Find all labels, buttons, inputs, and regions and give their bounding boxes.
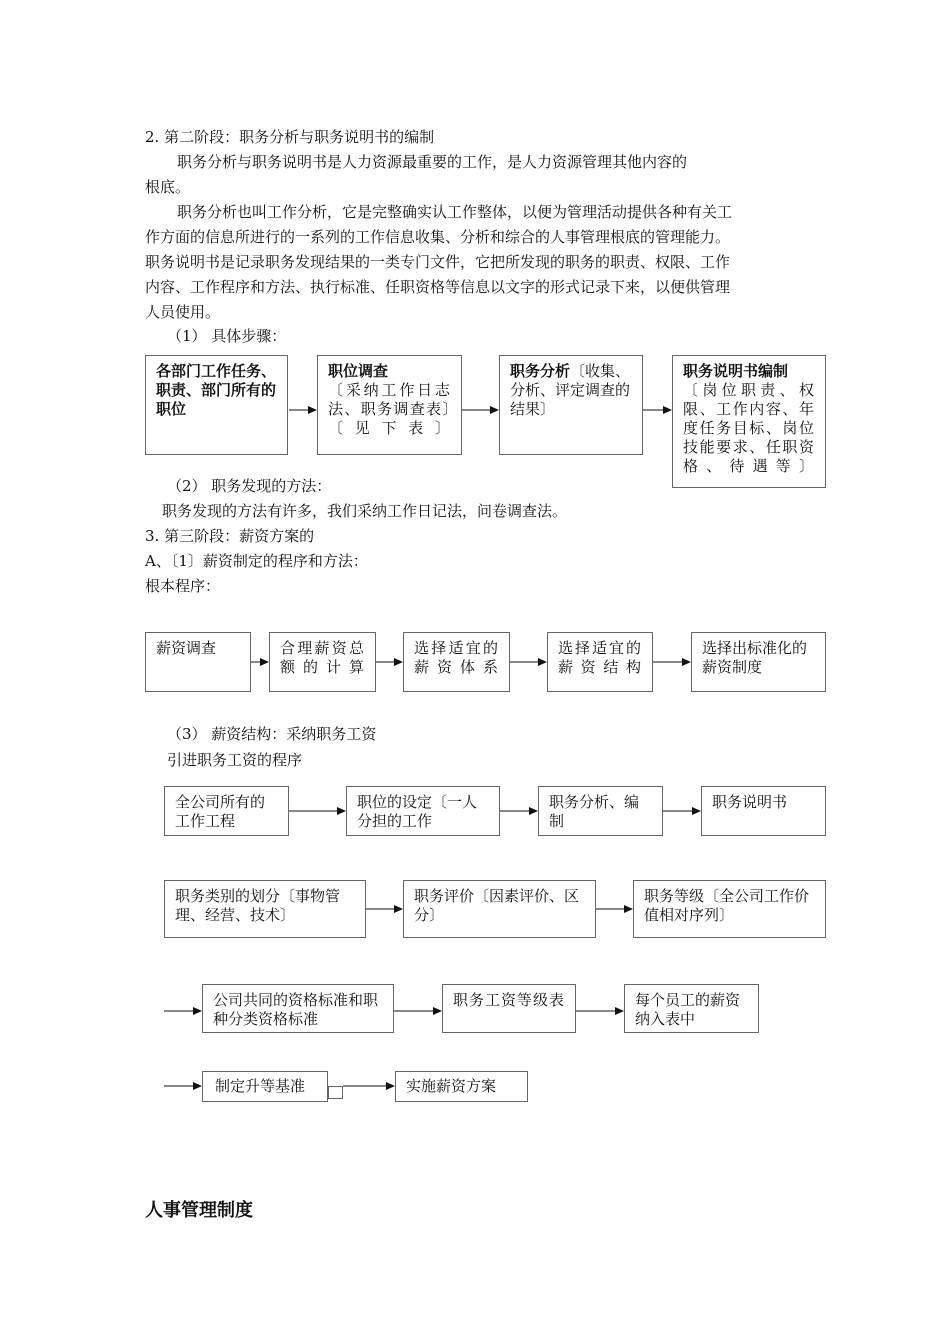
paragraph-line: 内容、工作程序和方法、执行标准、任职资格等信息以文字的形式记录下来，以便供管理 (145, 278, 731, 296)
salary-box: 合理薪资总额的计算 (269, 632, 376, 692)
paragraph-line: 根底。 (145, 178, 191, 196)
salary-box: 选择适宜的薪资结构 (547, 632, 653, 692)
wage-box: 公司共同的资格标准和职种分类资格标准 (202, 984, 394, 1033)
paragraph-line: 职务分析也叫工作分析，它是完整确实认工作整体，以便为管理活动提供各种有关工 (177, 203, 733, 221)
step-box-body: 〔岗位职责、权限、工作内容、年度任务目标、岗位技能要求、任职资格、待遇等〕 (683, 381, 815, 475)
basic-procedure-label: 根本程序： (145, 577, 221, 595)
step-box-title: 职位调查 (328, 362, 389, 380)
paragraph-line: 职务说明书是记录职务发现结果的一类专门文件，它把所发现的职务的职责、权限、工作 (145, 253, 731, 271)
step-box-body: 〔采纳工作日志法、职务调查表〕〔见下表〕 (328, 381, 451, 437)
step-box-survey (317, 355, 462, 455)
wage-box: 制定升等基准 (202, 1071, 328, 1102)
salary-box: 薪资调查 (145, 632, 251, 692)
wage-box: 职务等级〔全公司工作价值相对序列〕 (633, 880, 826, 938)
section-3-heading: 3. 第三阶段：薪资方案的 (145, 527, 315, 545)
step-box-title: 职务说明书编制 (683, 362, 789, 380)
salary-box: 选择出标准化的薪资制度 (691, 632, 826, 692)
wage-box: 每个员工的薪资纳入表中 (624, 984, 759, 1033)
paragraph-line: 人员使用。 (145, 303, 221, 321)
paragraph-line: 职务分析与职务说明书是人力资源最重要的工作，是人力资源管理其他内容的 (177, 153, 688, 171)
step-box-title: 职务分析 (510, 362, 571, 380)
wage-box: 实施薪资方案 (395, 1071, 528, 1102)
job-wage-procedure-label: 引进职务工资的程序 (167, 751, 303, 769)
wage-box: 职位的设定〔一人分担的工作 (346, 786, 500, 836)
connector-bracket (328, 1086, 343, 1099)
wage-box: 职务评价〔因素评价、区分〕 (403, 880, 596, 938)
steps-label: （1） 具体步骤： (167, 327, 287, 345)
step-box-analysis (499, 355, 643, 455)
subsection-heading: A、〔1〕薪资制定的程序和方法： (145, 552, 368, 570)
method-label: （2） 职务发现的方法： (167, 477, 332, 495)
section-2-heading: 2. 第二阶段：职务分析与职务说明书的编制 (145, 128, 435, 146)
step-box-body: 〔收集、分析、评定调查的结果〕 (510, 362, 631, 418)
step-box-job-description (672, 355, 826, 488)
paragraph-line: 职务发现的方法有许多，我们采纳工作日记法，问卷调查法。 (162, 502, 568, 520)
paragraph-line: 作方面的信息所进行的一系列的工作信息收集、分析和综合的人事管理根底的管理能力。 (145, 228, 731, 246)
step-box-title: 各部门工作任务、职责、部门所有的职位 (156, 362, 277, 418)
salary-box: 选择适宜的薪资体系 (403, 632, 510, 692)
step-box-positions (145, 355, 288, 455)
wage-box: 职务类别的划分〔事物管理、经营、技术〕 (164, 880, 366, 938)
salary-structure-label: （3） 薪资结构：采纳职务工资 (167, 725, 377, 743)
wage-box: 职务说明书 (701, 786, 826, 836)
personnel-management-heading: 人事管理制度 (145, 1200, 253, 1221)
wage-box: 职务工资等级表 (442, 984, 576, 1033)
wage-box: 全公司所有的工作工程 (164, 786, 289, 836)
wage-box: 职务分析、编制 (538, 786, 663, 836)
